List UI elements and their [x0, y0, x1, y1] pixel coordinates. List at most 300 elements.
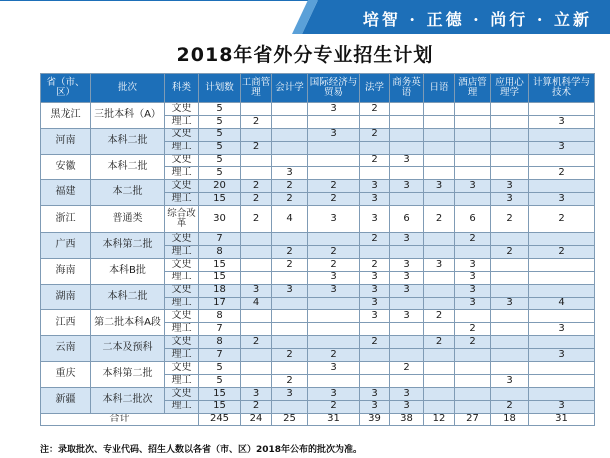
province-cell: 江西 — [41, 310, 91, 336]
major-count-cell: 3 — [360, 297, 390, 310]
major-count-cell — [241, 374, 272, 387]
major-count-cell — [360, 349, 390, 362]
major-count-cell — [241, 233, 272, 246]
batch-cell: 本科第二批 — [91, 233, 165, 259]
major-count-cell — [491, 167, 529, 180]
major-count-cell: 3 — [308, 128, 360, 141]
major-count-cell — [308, 323, 360, 336]
total-value-cell: 31 — [308, 413, 360, 426]
major-count-cell — [272, 128, 308, 141]
major-count-cell — [360, 115, 390, 128]
major-count-cell — [491, 115, 529, 128]
major-count-cell — [308, 310, 360, 323]
batch-cell: 普通类 — [91, 206, 165, 233]
major-count-cell: 2 — [272, 258, 308, 271]
major-count-cell — [390, 141, 424, 154]
category-cell: 理工 — [165, 115, 199, 128]
major-count-cell: 3 — [390, 284, 424, 297]
category-cell: 文史 — [165, 128, 199, 141]
table-row — [41, 336, 595, 349]
major-count-cell — [272, 362, 308, 375]
major-count-cell: 3 — [360, 284, 390, 297]
major-count-cell — [308, 297, 360, 310]
major-count-cell: 2 — [529, 167, 595, 180]
major-count-cell — [424, 349, 455, 362]
table-row — [41, 362, 595, 375]
plan-count-cell: 30 — [199, 206, 241, 233]
major-count-cell — [455, 154, 491, 167]
major-count-cell — [529, 128, 595, 141]
major-count-cell — [360, 246, 390, 259]
major-count-cell: 2 — [308, 349, 360, 362]
province-cell: 河南 — [41, 128, 91, 154]
footnote: 注：录取批次、专业代码、招生人数以各省（市、区）2018年公布的批次为准。 — [40, 445, 363, 455]
plan-count-cell: 15 — [199, 400, 241, 413]
major-count-cell: 2 — [241, 141, 272, 154]
major-count-cell — [491, 271, 529, 284]
major-count-cell: 2 — [308, 246, 360, 259]
major-count-cell: 2 — [529, 246, 595, 259]
major-count-cell — [529, 271, 595, 284]
column-header: 酒店管理 — [455, 74, 491, 103]
major-count-cell — [424, 246, 455, 259]
major-count-cell: 3 — [529, 323, 595, 336]
major-count-cell: 3 — [455, 258, 491, 271]
major-count-cell: 2 — [491, 206, 529, 233]
major-count-cell — [529, 154, 595, 167]
column-header: 科类 — [165, 74, 199, 103]
major-count-cell: 3 — [529, 141, 595, 154]
major-count-cell: 2 — [308, 180, 360, 193]
major-count-cell: 3 — [360, 180, 390, 193]
total-row — [41, 413, 595, 426]
column-header: 国际经济与贸易 — [308, 74, 360, 103]
major-count-cell: 2 — [272, 193, 308, 206]
major-count-cell — [241, 271, 272, 284]
major-count-cell: 3 — [308, 103, 360, 116]
batch-cell: 本科二批 — [91, 154, 165, 180]
major-count-cell — [529, 336, 595, 349]
major-count-cell — [272, 400, 308, 413]
plan-count-cell: 5 — [199, 374, 241, 387]
major-count-cell: 3 — [360, 310, 390, 323]
major-count-cell — [272, 154, 308, 167]
major-count-cell: 2 — [360, 258, 390, 271]
major-count-cell — [491, 362, 529, 375]
table-row — [41, 128, 595, 141]
batch-cell: 三批本科（A） — [91, 103, 165, 129]
major-count-cell: 3 — [529, 115, 595, 128]
table-row — [41, 284, 595, 297]
header-banner — [0, 0, 610, 34]
column-header: 计划数 — [199, 74, 241, 103]
category-cell: 理工 — [165, 297, 199, 310]
major-count-cell — [491, 258, 529, 271]
major-count-cell — [308, 167, 360, 180]
major-count-cell — [272, 271, 308, 284]
major-count-cell — [390, 349, 424, 362]
total-value-cell: 39 — [360, 413, 390, 426]
major-count-cell: 3 — [308, 362, 360, 375]
major-count-cell: 3 — [390, 400, 424, 413]
major-count-cell — [491, 141, 529, 154]
major-count-cell: 2 — [272, 246, 308, 259]
plan-count-cell: 15 — [199, 271, 241, 284]
plan-count-cell: 7 — [199, 349, 241, 362]
major-count-cell: 3 — [491, 297, 529, 310]
major-count-cell: 2 — [360, 103, 390, 116]
major-count-cell — [455, 128, 491, 141]
major-count-cell — [241, 128, 272, 141]
plan-count-cell: 20 — [199, 180, 241, 193]
table-row — [41, 180, 595, 193]
enrollment-plan-table — [40, 73, 595, 426]
major-count-cell — [424, 115, 455, 128]
major-count-cell — [491, 336, 529, 349]
school-motto: 培智 · 正德 · 尚行 · 立新 — [362, 10, 592, 29]
major-count-cell: 3 — [360, 387, 390, 400]
major-count-cell — [390, 323, 424, 336]
province-cell: 湖南 — [41, 284, 91, 310]
batch-cell: 本科二批 — [91, 284, 165, 310]
major-count-cell: 2 — [241, 193, 272, 206]
plan-count-cell: 8 — [199, 310, 241, 323]
major-count-cell: 3 — [308, 271, 360, 284]
major-count-cell: 2 — [360, 233, 390, 246]
category-cell: 综合改革 — [165, 206, 199, 233]
major-count-cell — [424, 154, 455, 167]
major-count-cell — [308, 233, 360, 246]
category-cell: 文史 — [165, 180, 199, 193]
major-count-cell: 3 — [272, 387, 308, 400]
major-count-cell: 2 — [360, 128, 390, 141]
major-count-cell — [455, 115, 491, 128]
major-count-cell — [360, 167, 390, 180]
major-count-cell: 2 — [390, 362, 424, 375]
major-count-cell: 4 — [272, 206, 308, 233]
category-cell: 理工 — [165, 271, 199, 284]
plan-count-cell: 15 — [199, 193, 241, 206]
table-row — [41, 310, 595, 323]
major-count-cell — [241, 154, 272, 167]
major-count-cell — [455, 167, 491, 180]
category-cell: 理工 — [165, 167, 199, 180]
major-count-cell: 2 — [241, 336, 272, 349]
major-count-cell: 3 — [360, 271, 390, 284]
batch-cell: 本科第二批 — [91, 362, 165, 388]
major-count-cell: 3 — [390, 258, 424, 271]
major-count-cell: 3 — [491, 374, 529, 387]
major-count-cell — [390, 374, 424, 387]
major-count-cell: 2 — [241, 206, 272, 233]
major-count-cell: 3 — [241, 387, 272, 400]
total-value-cell: 245 — [199, 413, 241, 426]
table-row — [41, 258, 595, 271]
plan-count-cell: 5 — [199, 141, 241, 154]
plan-count-cell: 8 — [199, 246, 241, 259]
major-count-cell — [390, 336, 424, 349]
major-count-cell: 3 — [424, 180, 455, 193]
plan-count-cell: 15 — [199, 387, 241, 400]
plan-count-cell: 5 — [199, 362, 241, 375]
major-count-cell: 3 — [360, 400, 390, 413]
major-count-cell — [424, 233, 455, 246]
major-count-cell: 2 — [455, 336, 491, 349]
total-value-cell: 12 — [424, 413, 455, 426]
category-cell: 文史 — [165, 233, 199, 246]
major-count-cell — [241, 310, 272, 323]
major-count-cell — [455, 310, 491, 323]
major-count-cell — [390, 115, 424, 128]
column-header: 法学 — [360, 74, 390, 103]
major-count-cell — [390, 193, 424, 206]
province-cell: 广西 — [41, 233, 91, 259]
plan-count-cell: 7 — [199, 233, 241, 246]
major-count-cell: 3 — [390, 387, 424, 400]
major-count-cell: 2 — [529, 206, 595, 233]
major-count-cell — [529, 362, 595, 375]
major-count-cell — [424, 400, 455, 413]
major-count-cell — [529, 310, 595, 323]
table-row — [41, 387, 595, 400]
major-count-cell: 2 — [455, 323, 491, 336]
category-cell: 理工 — [165, 141, 199, 154]
category-cell: 文史 — [165, 310, 199, 323]
table-row — [41, 233, 595, 246]
category-cell: 理工 — [165, 349, 199, 362]
major-count-cell — [424, 297, 455, 310]
major-count-cell: 3 — [360, 206, 390, 233]
major-count-cell: 2 — [360, 154, 390, 167]
category-cell: 文史 — [165, 284, 199, 297]
plan-count-cell: 7 — [199, 323, 241, 336]
province-cell: 浙江 — [41, 206, 91, 233]
major-count-cell — [529, 284, 595, 297]
major-count-cell — [455, 349, 491, 362]
major-count-cell — [491, 233, 529, 246]
major-count-cell: 3 — [455, 180, 491, 193]
major-count-cell — [272, 233, 308, 246]
major-count-cell: 3 — [272, 167, 308, 180]
plan-count-cell: 18 — [199, 284, 241, 297]
major-count-cell — [272, 323, 308, 336]
column-header: 会计学 — [272, 74, 308, 103]
major-count-cell: 2 — [272, 180, 308, 193]
major-count-cell — [529, 180, 595, 193]
major-count-cell — [308, 336, 360, 349]
major-count-cell: 3 — [529, 349, 595, 362]
major-count-cell — [529, 233, 595, 246]
major-count-cell — [491, 310, 529, 323]
major-count-cell — [390, 297, 424, 310]
column-header: 计算机科学与技术 — [529, 74, 595, 103]
major-count-cell: 3 — [390, 180, 424, 193]
major-count-cell: 3 — [455, 271, 491, 284]
plan-count-cell: 8 — [199, 336, 241, 349]
batch-cell: 本二批 — [91, 180, 165, 206]
major-count-cell — [360, 362, 390, 375]
major-count-cell — [424, 362, 455, 375]
major-count-cell — [529, 387, 595, 400]
major-count-cell: 3 — [390, 154, 424, 167]
major-count-cell — [360, 141, 390, 154]
major-count-cell: 3 — [241, 284, 272, 297]
province-cell: 福建 — [41, 180, 91, 206]
column-header: 省（市、区） — [41, 74, 91, 103]
major-count-cell: 4 — [241, 297, 272, 310]
major-count-cell — [241, 362, 272, 375]
major-count-cell — [241, 103, 272, 116]
column-header: 日语 — [424, 74, 455, 103]
major-count-cell — [272, 297, 308, 310]
table-row — [41, 154, 595, 167]
major-count-cell — [491, 284, 529, 297]
major-count-cell — [424, 323, 455, 336]
category-cell: 理工 — [165, 323, 199, 336]
major-count-cell — [360, 323, 390, 336]
major-count-cell — [455, 103, 491, 116]
major-count-cell: 3 — [529, 400, 595, 413]
plan-count-cell: 5 — [199, 115, 241, 128]
major-count-cell — [241, 323, 272, 336]
major-count-cell — [455, 400, 491, 413]
major-count-cell: 2 — [424, 310, 455, 323]
major-count-cell — [308, 115, 360, 128]
major-count-cell — [491, 349, 529, 362]
category-cell: 理工 — [165, 246, 199, 259]
major-count-cell — [390, 246, 424, 259]
major-count-cell — [424, 271, 455, 284]
major-count-cell: 3 — [455, 297, 491, 310]
major-count-cell — [241, 167, 272, 180]
category-cell: 理工 — [165, 374, 199, 387]
plan-count-cell: 15 — [199, 258, 241, 271]
major-count-cell — [241, 349, 272, 362]
category-cell: 文史 — [165, 336, 199, 349]
major-count-cell — [424, 167, 455, 180]
major-count-cell — [529, 103, 595, 116]
major-count-cell: 2 — [272, 374, 308, 387]
batch-cell: 第二批本科A段 — [91, 310, 165, 336]
major-count-cell — [308, 374, 360, 387]
major-count-cell: 2 — [424, 336, 455, 349]
province-cell: 安徽 — [41, 154, 91, 180]
total-label: 合计 — [41, 413, 199, 426]
plan-count-cell: 17 — [199, 297, 241, 310]
table-body — [41, 103, 595, 426]
total-value-cell: 25 — [272, 413, 308, 426]
major-count-cell — [455, 374, 491, 387]
major-count-cell — [272, 336, 308, 349]
major-count-cell — [491, 387, 529, 400]
plan-count-cell: 5 — [199, 128, 241, 141]
major-count-cell — [455, 246, 491, 259]
major-count-cell: 2 — [491, 400, 529, 413]
column-header: 应用心理学 — [491, 74, 529, 103]
major-count-cell — [455, 362, 491, 375]
plan-count-cell: 5 — [199, 103, 241, 116]
table-row — [41, 103, 595, 116]
major-count-cell — [529, 374, 595, 387]
major-count-cell — [424, 284, 455, 297]
total-value-cell: 38 — [390, 413, 424, 426]
column-header: 批次 — [91, 74, 165, 103]
category-cell: 文史 — [165, 362, 199, 375]
category-cell: 文史 — [165, 258, 199, 271]
major-count-cell: 2 — [491, 246, 529, 259]
major-count-cell: 6 — [390, 206, 424, 233]
major-count-cell — [424, 141, 455, 154]
category-cell: 理工 — [165, 400, 199, 413]
major-count-cell: 2 — [272, 349, 308, 362]
major-count-cell: 2 — [308, 193, 360, 206]
category-cell: 文史 — [165, 387, 199, 400]
major-count-cell: 4 — [529, 297, 595, 310]
major-count-cell — [308, 141, 360, 154]
major-count-cell — [491, 323, 529, 336]
province-cell: 新疆 — [41, 387, 91, 413]
table-row — [41, 206, 595, 233]
major-count-cell — [424, 193, 455, 206]
major-count-cell — [455, 387, 491, 400]
major-count-cell — [390, 103, 424, 116]
major-count-cell: 3 — [491, 193, 529, 206]
batch-cell: 本科B批 — [91, 258, 165, 284]
major-count-cell: 3 — [272, 284, 308, 297]
major-count-cell: 3 — [529, 193, 595, 206]
major-count-cell: 3 — [308, 284, 360, 297]
major-count-cell: 2 — [241, 400, 272, 413]
batch-cell: 本科二批 — [91, 128, 165, 154]
province-cell: 海南 — [41, 258, 91, 284]
major-count-cell — [491, 154, 529, 167]
plan-count-cell: 5 — [199, 154, 241, 167]
major-count-cell: 3 — [390, 310, 424, 323]
major-count-cell — [390, 167, 424, 180]
major-count-cell — [241, 258, 272, 271]
total-value-cell: 24 — [241, 413, 272, 426]
major-count-cell: 2 — [241, 180, 272, 193]
major-count-cell — [424, 103, 455, 116]
major-count-cell — [491, 128, 529, 141]
major-count-cell — [455, 141, 491, 154]
plan-count-cell: 5 — [199, 167, 241, 180]
major-count-cell: 3 — [308, 387, 360, 400]
province-cell: 重庆 — [41, 362, 91, 388]
category-cell: 文史 — [165, 154, 199, 167]
major-count-cell — [424, 374, 455, 387]
major-count-cell — [390, 128, 424, 141]
major-count-cell: 3 — [455, 284, 491, 297]
major-count-cell: 2 — [308, 400, 360, 413]
major-count-cell: 3 — [390, 271, 424, 284]
major-count-cell — [424, 128, 455, 141]
major-count-cell: 3 — [308, 206, 360, 233]
major-count-cell — [272, 141, 308, 154]
major-count-cell: 2 — [455, 233, 491, 246]
category-cell: 理工 — [165, 193, 199, 206]
major-count-cell — [272, 115, 308, 128]
major-count-cell: 3 — [390, 233, 424, 246]
category-cell: 文史 — [165, 103, 199, 116]
major-count-cell: 2 — [424, 206, 455, 233]
major-count-cell — [272, 103, 308, 116]
major-count-cell: 2 — [360, 336, 390, 349]
column-header: 商务英语 — [390, 74, 424, 103]
column-header: 工商管理 — [241, 74, 272, 103]
major-count-cell: 3 — [360, 193, 390, 206]
major-count-cell: 2 — [241, 115, 272, 128]
